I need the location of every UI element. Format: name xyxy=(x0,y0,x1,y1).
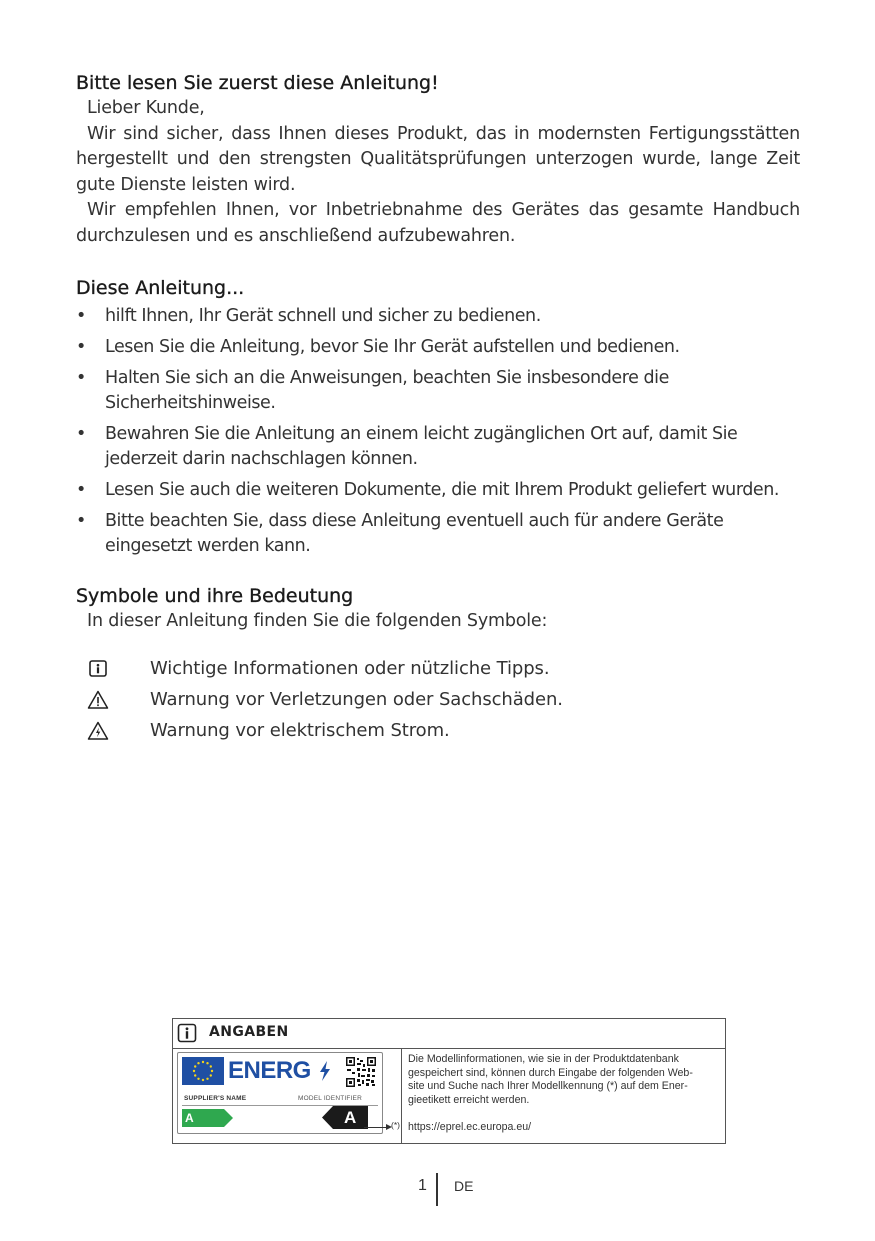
intro-greeting: Lieber Kunde, xyxy=(87,98,205,118)
footer-divider xyxy=(436,1173,438,1206)
intro-heading: Bitte lesen Sie zuerst diese Anleitung! xyxy=(76,72,439,94)
eu-flag-icon xyxy=(182,1057,224,1085)
list-item xyxy=(76,335,800,360)
energy-label-panel xyxy=(173,1049,402,1144)
bullet-icon: • xyxy=(76,368,86,388)
symbol-info-text: Wichtige Informationen oder nützliche Tipps. xyxy=(150,657,550,679)
manual-bullet-list xyxy=(76,304,800,559)
page-number: 1 xyxy=(418,1177,427,1194)
symbol-row-electric xyxy=(76,716,800,747)
electric-warning-icon xyxy=(87,720,109,742)
energy-class-value: A xyxy=(344,1108,357,1127)
model-marker: (*) xyxy=(391,1120,400,1130)
list-item-text: Halten Sie sich an die Anweisungen, beachten Sie insbesondere die Sicherheitshinweise. xyxy=(105,368,669,413)
info-icon xyxy=(87,658,109,680)
bullet-icon: • xyxy=(76,306,86,326)
intro-paragraph-1: Wir sind sicher, dass Ihnen dieses Produkt, das in modernsten Fertigungsstätten hergestellt und den strengsten Qualitätsprüfungen unterzogen wurde, lange Zeit gute Dienste leisten wird. xyxy=(76,123,800,195)
bullet-icon: • xyxy=(76,337,86,357)
symbols-intro: In dieser Anleitung finden Sie die folgenden Symbole: xyxy=(87,611,548,631)
list-item-text: Lesen Sie auch die weiteren Dokumente, die mit Ihrem Produkt geliefert wurden. xyxy=(105,480,779,500)
lightning-icon xyxy=(319,1061,331,1081)
intro-paragraph-2: Wir empfehlen Ihnen, vor Inbetriebnahme des Gerätes das gesamte Handbuch durchzulesen und es anschließend aufzubewahren. xyxy=(76,200,800,246)
bullet-icon: • xyxy=(76,480,86,500)
info-box-header xyxy=(173,1019,725,1049)
symbol-electric-text: Warnung vor elektrischem Strom. xyxy=(150,719,450,741)
info-icon xyxy=(177,1023,197,1043)
bullet-icon: • xyxy=(76,424,86,444)
symbols-heading: Symbole und ihre Bedeutung xyxy=(76,585,354,607)
symbol-warning-text: Warnung vor Verletzungen oder Sachschäden. xyxy=(150,688,563,710)
list-item-text: hilft Ihnen, Ihr Gerät schnell und sicher zu bedienen. xyxy=(105,306,541,326)
list-item-text: Bitte beachten Sie, dass diese Anleitung eventuell auch für andere Geräte eingesetzt werden kann. xyxy=(105,511,724,556)
bullet-icon: • xyxy=(76,511,86,531)
list-item xyxy=(76,366,800,416)
list-item xyxy=(76,509,800,559)
supplier-name-label: SUPPLIER'S NAME xyxy=(184,1095,247,1102)
symbol-row-info xyxy=(76,654,800,685)
info-box-title: ANGABEN xyxy=(209,1024,289,1040)
symbol-row-warning xyxy=(76,685,800,716)
warning-icon xyxy=(87,689,109,711)
list-item xyxy=(76,478,800,503)
info-description-panel xyxy=(408,1053,708,1135)
list-item-text: Lesen Sie die Anleitung, bevor Sie Ihr Gerät aufstellen und bedienen. xyxy=(105,337,680,357)
product-info-box xyxy=(172,1018,726,1144)
energy-label xyxy=(177,1052,383,1134)
energy-brand-text: ENERG xyxy=(228,1057,311,1084)
list-item-text: Bewahren Sie die Anleitung an einem leicht zugänglichen Ort auf, damit Sie jederzeit darin nachschlagen können. xyxy=(105,424,738,469)
energy-scale-top-class: A xyxy=(185,1111,194,1125)
content-column xyxy=(76,70,800,747)
manual-heading: Diese Anleitung... xyxy=(76,277,245,299)
eprel-link[interactable]: https://eprel.ec.europa.eu/ xyxy=(408,1121,532,1133)
info-description: Die Modellinformationen, wie sie in der Produktdatenbank gespeichert sind, können durch Eingabe der folgenden Web-site und Suche nach Ihrer Modellkennung (*) auf dem Ener-gieetikett erreicht werden. xyxy=(408,1053,693,1106)
list-item xyxy=(76,422,800,472)
qr-code-icon xyxy=(345,1056,377,1088)
language-code: DE xyxy=(454,1178,474,1194)
model-identifier-label: MODEL IDENTIFIER xyxy=(298,1095,362,1102)
list-item xyxy=(76,304,800,329)
